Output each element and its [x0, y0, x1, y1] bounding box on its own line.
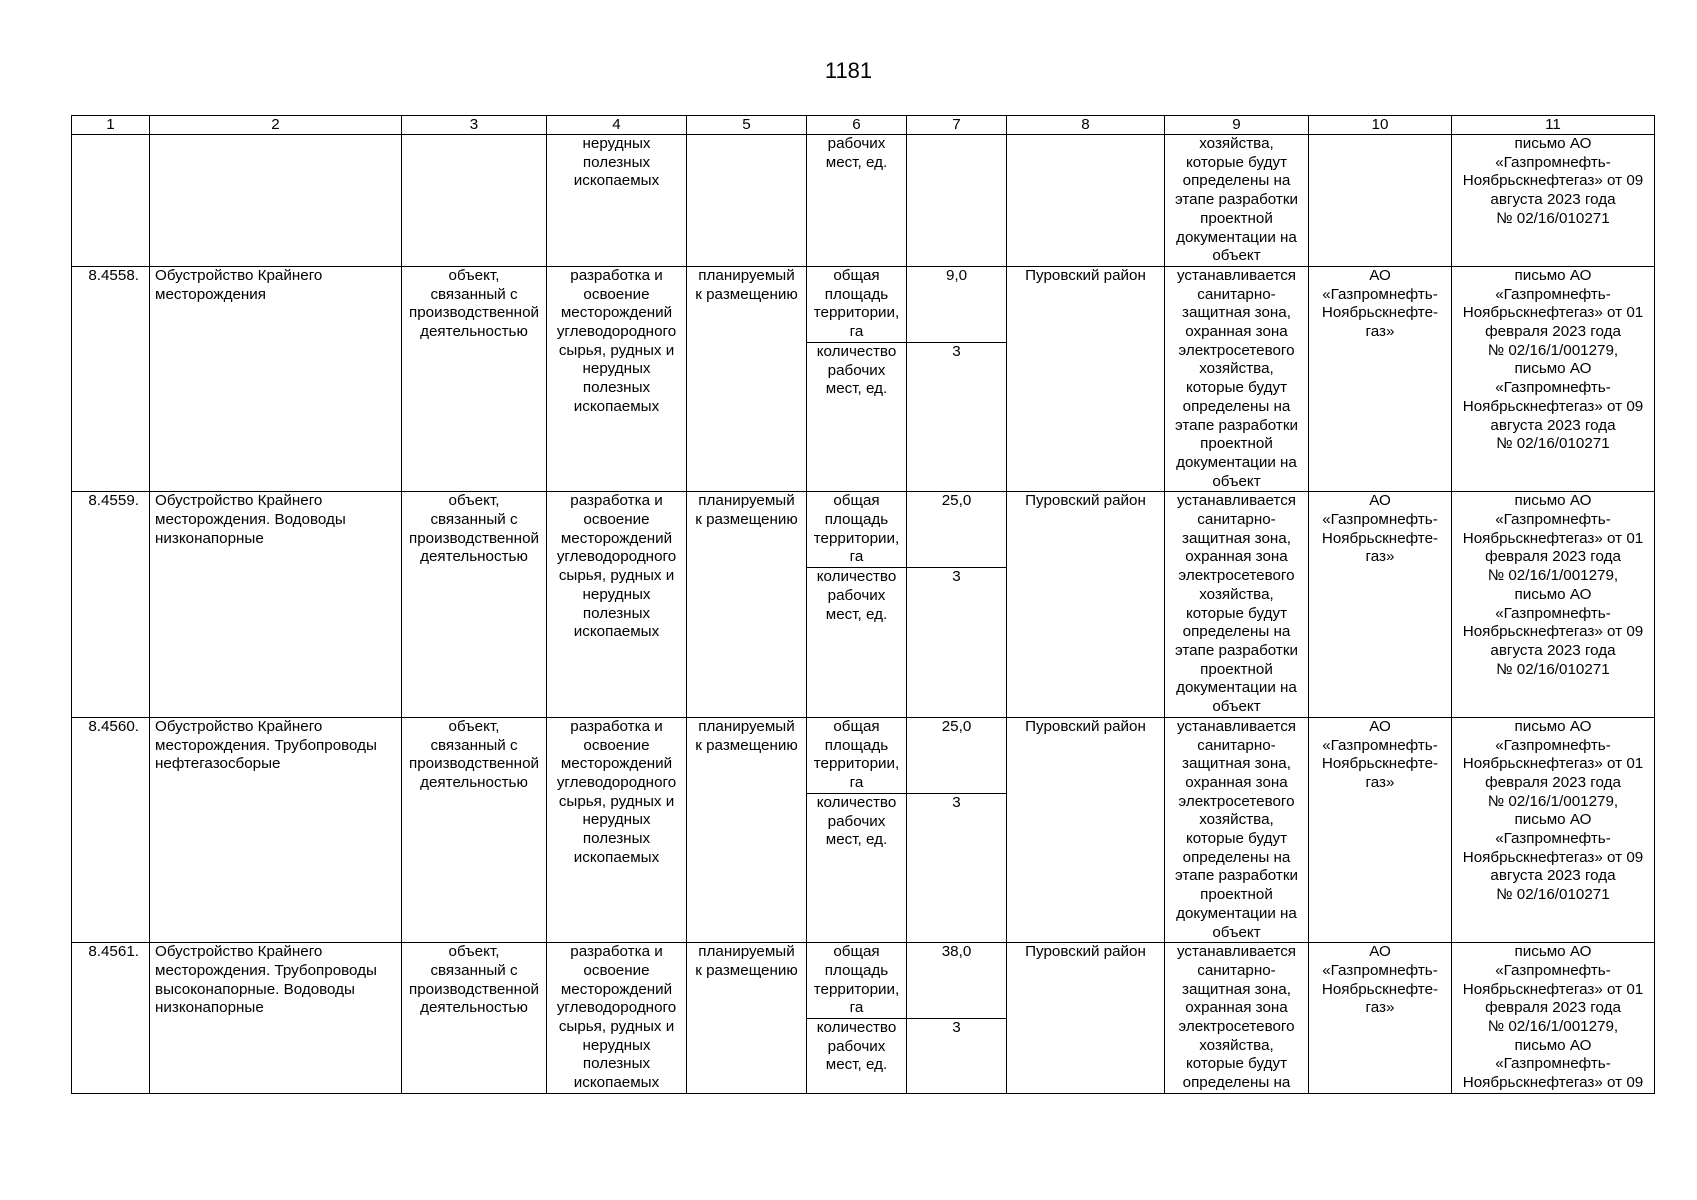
zones-cell: хозяйства, которые будут определены на этапе разработки проектной документации на объект [1165, 135, 1309, 267]
object-name: Обустройство Крайнего месторождения. Водоводы низконапорные [150, 492, 402, 717]
object-purpose: разработка и освоение месторождений углеводородного сырья, рудных и нерудных полезных ископаемых [547, 266, 687, 491]
col-header: 7 [907, 116, 1007, 135]
object-name: Обустройство Крайнего месторождения. Трубопроводы нефтегазосборые [150, 717, 402, 942]
parameter-area: общая площадь территории, га [807, 717, 907, 793]
purpose-cell: нерудных полезных ископаемых [547, 135, 687, 267]
table-row [72, 266, 1655, 342]
col-header: 6 [807, 116, 907, 135]
zones-cell: устанавливается санитарно- защитная зона, охранная зона электросетевого хозяйства, которые будут определены на этапе разработки проектной документации на объект [1165, 492, 1309, 717]
object-type: объект, связанный с производственной деятельностью [402, 492, 547, 717]
cell [1309, 135, 1452, 267]
col-header: 5 [687, 116, 807, 135]
row-number: 8.4561. [72, 943, 150, 1094]
organization: АО «Газпромнефть- Ноябрьскнефте- газ» [1309, 943, 1452, 1094]
source-cell: письмо АО «Газпромнефть- Ноябрьскнефтегаз» от 01 февраля 2023 года № 02/16/1/001279, письмо АО «Газпромнефть- Ноябрьскнефтегаз» от 09 августа 2023 года № 02/16/010271 [1452, 717, 1655, 942]
object-type: объект, связанный с производственной деятельностью [402, 717, 547, 942]
value-area: 25,0 [907, 492, 1007, 568]
continuation-row [72, 135, 1655, 267]
parameter-cell: рабочих мест, ед. [807, 135, 907, 267]
parameter-jobs: количество рабочих мест, ед. [807, 793, 907, 942]
object-type: объект, связанный с производственной деятельностью [402, 943, 547, 1094]
object-status: планируемый к размещению [687, 266, 807, 491]
page-number: 1181 [824, 58, 873, 83]
source-cell: письмо АО «Газпромнефть- Ноябрьскнефтегаз» от 01 февраля 2023 года № 02/16/1/001279, письмо АО «Газпромнефть- Ноябрьскнефтегаз» от 09 августа 2023 года № 02/16/010271 [1452, 492, 1655, 717]
row-number: 8.4559. [72, 492, 150, 717]
organization: АО «Газпромнефть- Ноябрьскнефте- газ» [1309, 266, 1452, 491]
row-number: 8.4558. [72, 266, 150, 491]
cell [72, 135, 150, 267]
object-purpose: разработка и освоение месторождений углеводородного сырья, рудных и нерудных полезных ископаемых [547, 943, 687, 1094]
table-row [72, 492, 1655, 568]
col-header: 1 [72, 116, 150, 135]
value-jobs: 3 [907, 568, 1007, 717]
value-jobs: 3 [907, 342, 1007, 491]
district: Пуровский район [1007, 492, 1165, 717]
cell [150, 135, 402, 267]
row-number: 8.4560. [72, 717, 150, 942]
cell [907, 135, 1007, 267]
col-header: 9 [1165, 116, 1309, 135]
object-purpose: разработка и освоение месторождений углеводородного сырья, рудных и нерудных полезных ископаемых [547, 492, 687, 717]
col-header: 2 [150, 116, 402, 135]
organization: АО «Газпромнефть- Ноябрьскнефте- газ» [1309, 492, 1452, 717]
object-purpose: разработка и освоение месторождений углеводородного сырья, рудных и нерудных полезных ископаемых [547, 717, 687, 942]
cell [1007, 135, 1165, 267]
district: Пуровский район [1007, 266, 1165, 491]
table-row [72, 943, 1655, 1019]
object-status: планируемый к размещению [687, 943, 807, 1094]
value-jobs: 3 [907, 793, 1007, 942]
parameter-jobs: количество рабочих мест, ед. [807, 342, 907, 491]
parameter-area: общая площадь территории, га [807, 492, 907, 568]
object-status: планируемый к размещению [687, 492, 807, 717]
col-header: 8 [1007, 116, 1165, 135]
parameter-area: общая площадь территории, га [807, 943, 907, 1019]
zones-cell: устанавливается санитарно- защитная зона, охранная зона электросетевого хозяйства, которые будут определены на [1165, 943, 1309, 1094]
table-row [72, 717, 1655, 793]
zones-cell: устанавливается санитарно- защитная зона, охранная зона электросетевого хозяйства, которые будут определены на этапе разработки проектной документации на объект [1165, 717, 1309, 942]
object-status: планируемый к размещению [687, 717, 807, 942]
object-type: объект, связанный с производственной деятельностью [402, 266, 547, 491]
col-header: 4 [547, 116, 687, 135]
cell [687, 135, 807, 267]
zones-cell: устанавливается санитарно- защитная зона, охранная зона электросетевого хозяйства, которые будут определены на этапе разработки проектной документации на объект [1165, 266, 1309, 491]
cell [402, 135, 547, 267]
value-area: 25,0 [907, 717, 1007, 793]
value-area: 38,0 [907, 943, 1007, 1019]
source-cell: письмо АО «Газпромнефть- Ноябрьскнефтегаз» от 01 февраля 2023 года № 02/16/1/001279, письмо АО «Газпромнефть- Ноябрьскнефтегаз» от 09 [1452, 943, 1655, 1094]
parameter-jobs: количество рабочих мест, ед. [807, 568, 907, 717]
register-table [71, 115, 1655, 1094]
source-cell: письмо АО «Газпромнефть- Ноябрьскнефтегаз» от 09 августа 2023 года № 02/16/010271 [1452, 135, 1655, 267]
value-jobs: 3 [907, 1019, 1007, 1094]
district: Пуровский район [1007, 717, 1165, 942]
source-cell: письмо АО «Газпромнефть- Ноябрьскнефтегаз» от 01 февраля 2023 года № 02/16/1/001279, письмо АО «Газпромнефть- Ноябрьскнефтегаз» от 09 августа 2023 года № 02/16/010271 [1452, 266, 1655, 491]
organization: АО «Газпромнефть- Ноябрьскнефте- газ» [1309, 717, 1452, 942]
district: Пуровский район [1007, 943, 1165, 1094]
column-number-row [72, 116, 1655, 135]
col-header: 10 [1309, 116, 1452, 135]
object-name: Обустройство Крайнего месторождения. Трубопроводы высоконапорные. Водоводы низконапорные [150, 943, 402, 1094]
col-header: 3 [402, 116, 547, 135]
object-name: Обустройство Крайнего месторождения [150, 266, 402, 491]
parameter-jobs: количество рабочих мест, ед. [807, 1019, 907, 1094]
col-header: 11 [1452, 116, 1655, 135]
parameter-area: общая площадь территории, га [807, 266, 907, 342]
value-area: 9,0 [907, 266, 1007, 342]
